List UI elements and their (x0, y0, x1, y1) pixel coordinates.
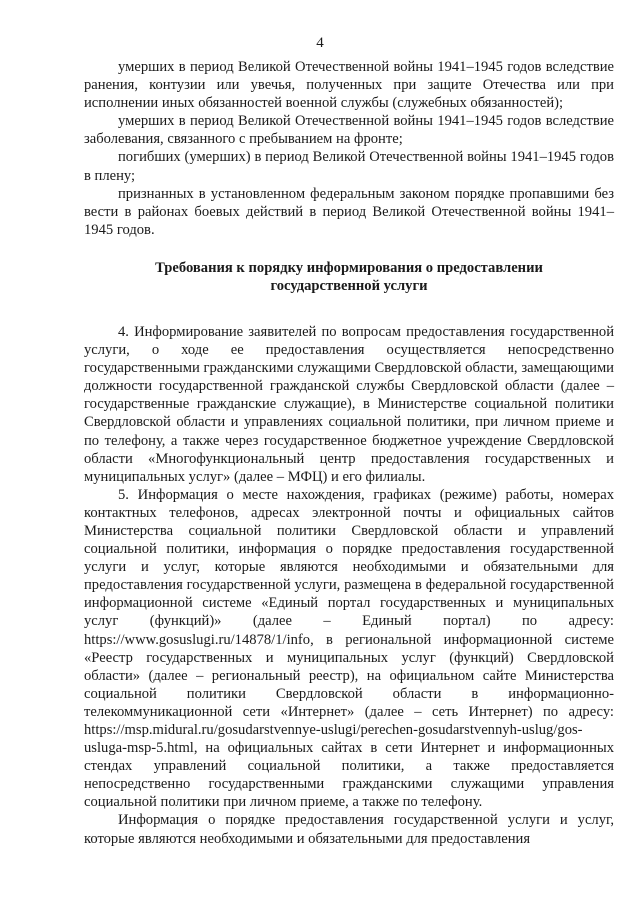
paragraph: умерших в период Великой Отечественной войны 1941–1945 годов вследствие ранения, контузии или увечья, полученных при защите Отечества или при исполнении иных обязанностей военной службы (служебных обязанностей); (84, 59, 614, 112)
section-heading-line: Требования к порядку информирования о предоставлении (155, 259, 543, 276)
page-number: 4 (316, 35, 324, 51)
paragraph: умерших в период Великой Отечественной войны 1941–1945 годов вследствие заболевания, связанного с пребыванием на фронте; (84, 113, 614, 148)
paragraph: 4. Информирование заявителей по вопросам предоставления государственной услуги, о ходе ее предоставления осуществляется непосредственно государственными гражданскими служащими Свердловской области, замещающими должности государственной гражданской службы Свердловской области (далее – государственные гражданские служащие), в Министерстве социальной политики Свердловской области и управлениях социальной политики, при личном приеме и по телефону, а также через государственное бюджетное учреждение Свердловской области «Многофункциональный центр предоставления государственных и муниципальных услуг» (далее – МФЦ) и его филиалы. (84, 323, 614, 485)
paragraph: погибших (умерших) в период Великой Отечественной войны 1941–1945 годов в плену; (84, 149, 614, 184)
section-heading-line: государственной услуги (270, 277, 428, 294)
section-heading (84, 259, 614, 295)
paragraph: Информация о порядке предоставления государственной услуги и услуг, которые являются необходимыми и обязательными для предоставления (84, 812, 614, 847)
paragraph: 5. Информация о месте нахождения, графиках (режиме) работы, номерах контактных телефонов, адресах электронной почты и официальных сайтов Министерства социальной политики Свердловской области и управлений социальной политики, информация о порядке предоставления государственной услуги и услуг, которые являются необходимыми и обязательными для предоставления государственной услуги, размещена в федеральной государственной информационной системе «Единый портал государственных и муниципальных услуг (функций)» (далее – Единый портал) по адресу: https://www.gosuslugi.ru/14878/1/info, в региональной информационной системе «Реестр государственных и муниципальных услуг (функций) Свердловской области» (далее – региональный реестр), на официальном сайте Министерства социальной политики Свердловской области в информационно-телекоммуникационной сети «Интернет» (далее – сеть Интернет) по адресу: https://msp.midural.ru/gosudarstvennye-uslugi/perechen-gosudarstvennyh-uslug/gos-usluga-msp-5.html, на официальных сайтах в сети Интернет и информационных стендах управлений социальной политики, а также предоставляется непосредственно государственными гражданскими служащими управления социальной политики при личном приеме, а также по телефону. (84, 486, 614, 811)
document-body (84, 58, 614, 848)
paragraph: признанных в установленном федеральным законом порядке пропавшими без вести в районах боевых действий в период Великой Отечественной войны 1941–1945 годов. (84, 185, 614, 238)
